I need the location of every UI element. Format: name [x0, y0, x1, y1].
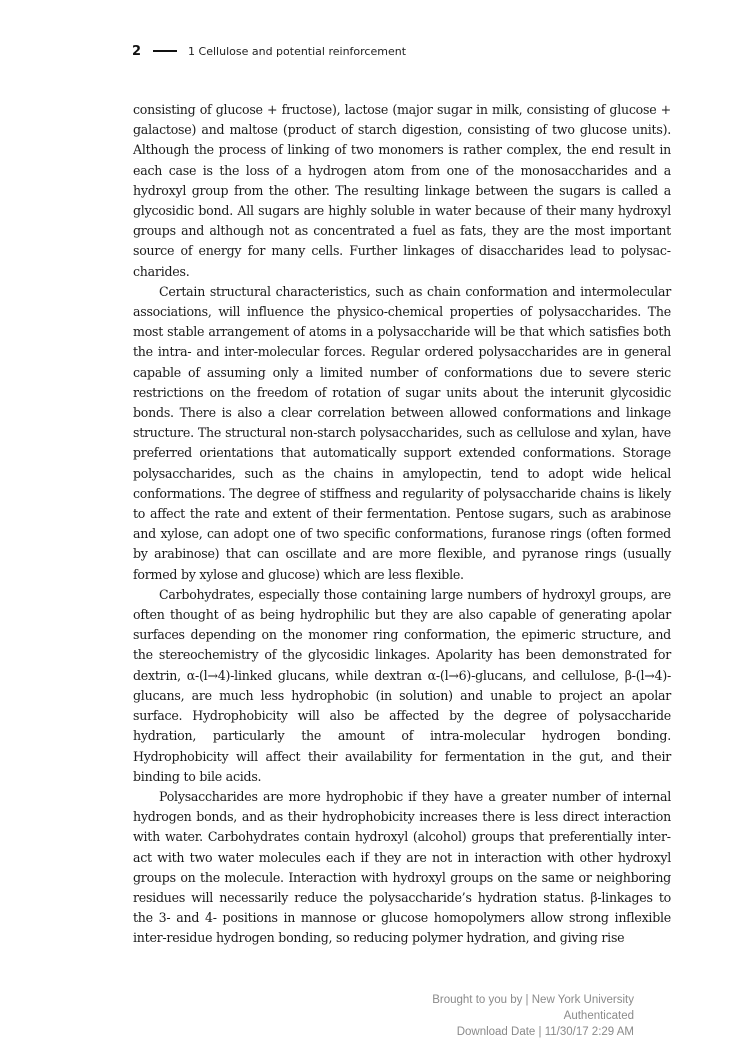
header-rule — [153, 50, 177, 52]
download-notice-auth: Authenticated — [563, 1010, 634, 1022]
body-text — [133, 100, 671, 949]
paragraph-3: Carbohydrates, especially those containing large numbers of hydroxyl groups, are often thought of as being hydrophilic but they are also capable of generating apolar surfaces depending on the monomer ring conformation, the epimeric structure, and the stereochemistry of the glycosidic linkages. Apolarity has been demonstrated for dextrin, α-(l→4)-linked glucans, while dextran α-(l→6)-glucans, and cellulose, β-(l→4)-glucans, are much less hydrophobic (in solution) and unable to project an apolar surface. Hydrophobicity will also be affected by the degree of polysaccharide hydration, particularly the amount of intra-molecular hydrogen bonding. Hydrophobicity will affect their availability for fermentation in the gut, and their binding to bile acids. — [133, 586, 671, 784]
running-head — [132, 42, 406, 60]
download-notice-provider: Brought to you by | New York University — [432, 994, 634, 1006]
page-number: 2 — [132, 43, 142, 59]
download-notice — [432, 992, 634, 1040]
chapter-title: 1 Cellulose and potential reinforcement — [188, 44, 407, 58]
download-notice-date: Download Date | 11/30/17 2:29 AM — [456, 1026, 634, 1038]
paragraph-4: Polysaccharides are more hydrophobic if they have a greater number of internal hydrogen bonds, and as their hydrophobicity increases there is less direct interaction with water. Carbohydrates contain hydroxyl (alcohol) groups that preferentially interact with two water molecules each if they are not in interaction with other hydroxyl groups on the molecule. Interaction with hydroxyl groups on the same or neighboring residues will necessarily reduce the polysaccharide’s hydration status. β-linkages to the 3- and 4- positions in mannose or glucose homopolymers allow strong inflexible inter-residue hydrogen bonding, so reducing polymer hydration, and giving rise — [133, 788, 671, 946]
paragraph-2: Certain structural characteristics, such as chain conformation and intermolecular associations, will influence the physico-chemical properties of polysaccharides. The most stable arrangement of atoms in a polysaccharide will be that which satisfies both the intra- and inter-molecular forces. Regular ordered polysaccharides are in general capable of assuming only a limited number of conformations due to severe steric restrictions on the freedom of rotation of sugar units about the interunit glycosidic bonds. There is also a clear correlation between allowed conformations and linkage structure. The structural non-starch polysaccharides, such as cellulose and xylan, have preferred orientations that automatically support extended conformations. Storage polysaccharides, such as the chains in amylopectin, tend to adopt wide helical conformations. The degree of stiffness and regularity of polysaccharide chains is likely to affect the rate and extent of their fermentation. Pentose sugars, such as arabinose and xylose, can adopt one of two specific conformations, furanose rings (often formed by arabinose) that can oscillate and are more flexible, and pyranose rings (usually formed by xylose and glucose) which are less flexible. — [133, 283, 671, 582]
paragraph-1: consisting of glucose + fructose), lactose (major sugar in milk, consisting of glucose + galactose) and maltose (product of starch digestion, consisting of two glucose units). Although the process of linking of two monomers is rather complex, the end result in each case is the loss of a hydrogen atom from one of the monosaccharides and a hydroxyl group from the other. The resulting linkage between the sugars is called a glycosidic bond. All sugars are highly soluble in water because of their many hydroxyl groups and although not as concentrated a fuel as fats, they are the most important source of energy for many cells. Further linkages of disaccharides lead to polysaccharides. — [133, 102, 671, 279]
